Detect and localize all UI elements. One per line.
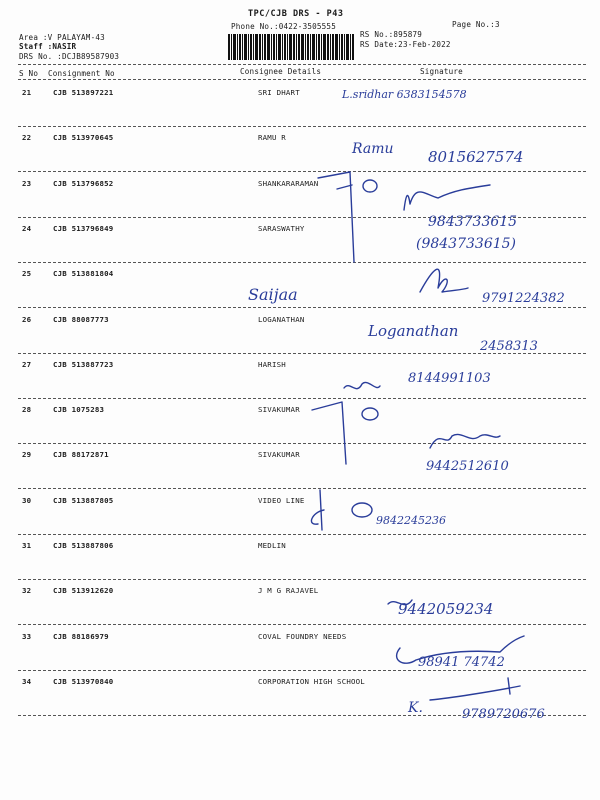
row-divider <box>18 307 586 308</box>
page-number: Page No.:3 <box>452 20 500 29</box>
row-consignment-no: CJB 88186979 <box>53 632 109 641</box>
row-consignment-no: CJB 513887806 <box>53 541 114 550</box>
hand-text-27-phone: 8144991103 <box>408 371 491 386</box>
row-sno: 22 <box>22 133 32 142</box>
row-divider <box>18 534 586 535</box>
row-sno: 32 <box>22 586 32 595</box>
row-sno: 21 <box>22 88 32 97</box>
ink-signature-25 <box>420 269 468 292</box>
drs-number: DRS No. :DCJB89587903 <box>19 52 120 61</box>
row-sno: 26 <box>22 315 32 324</box>
row-sno: 30 <box>22 496 32 505</box>
rs-date: RS Date:23-Feb-2022 <box>360 40 451 49</box>
row-divider <box>18 670 586 671</box>
column-consignee: Consignee Details <box>240 67 322 76</box>
staff-label: Staff : <box>19 42 53 51</box>
row-sno: 25 <box>22 269 32 278</box>
phone-number: Phone No.:0422-3505555 <box>231 22 336 31</box>
row-consignment-no: CJB 513881804 <box>53 269 114 278</box>
column-sno: S No <box>19 69 39 78</box>
row-consignment-no: CJB 513897221 <box>53 88 114 97</box>
rs-number: RS No.:895879 <box>360 30 423 39</box>
row-divider <box>18 624 586 625</box>
row-consignment-no: CJB 513887723 <box>53 360 114 369</box>
hand-text-22-name: Ramu <box>352 141 394 157</box>
row-consignment-no: CJB 513796849 <box>53 224 114 233</box>
ink-signature-34 <box>430 678 520 700</box>
row-divider <box>18 579 586 580</box>
row-consignee: SIVAKUMAR <box>258 450 300 459</box>
row-sno: 33 <box>22 632 32 641</box>
row-sno: 27 <box>22 360 32 369</box>
hand-text-22-phone: 8015627574 <box>428 148 524 166</box>
row-consignee: SRI DHART <box>258 88 300 97</box>
row-sno: 29 <box>22 450 32 459</box>
row-consignment-no: CJB 513887805 <box>53 496 114 505</box>
hand-text-25-phone: 9791224382 <box>482 291 565 306</box>
row-divider <box>18 217 586 218</box>
ink-scribble-32 <box>388 600 412 605</box>
ink-signature-33 <box>397 636 524 663</box>
row-sno: 34 <box>22 677 32 686</box>
row-consignee: SHANKARARAMAN <box>258 179 319 188</box>
document-title: TPC/CJB DRS - P43 <box>248 9 344 19</box>
row-sno: 28 <box>22 405 32 414</box>
row-consignment-no: CJB 513796852 <box>53 179 114 188</box>
hand-text-34-phone: 9789720676 <box>462 707 545 722</box>
row-consignee: RAMU R <box>258 133 286 142</box>
row-divider <box>18 353 586 354</box>
row-consignee: COVAL FOUNDRY NEEDS <box>258 632 347 641</box>
column-signature: Signature <box>420 67 463 76</box>
hand-text-29-phone: 9442512610 <box>426 459 509 474</box>
row-consignee: MEDLIN <box>258 541 286 550</box>
hand-text-24-phone: 9843733615 <box>428 214 518 230</box>
barcode-icon <box>228 34 354 60</box>
ink-scribble-23 <box>363 180 377 192</box>
hand-text-30-phone: 9842245236 <box>376 514 446 527</box>
hand-text-26-phone: 2458313 <box>480 339 538 354</box>
row-consignment-no: CJB 1075283 <box>53 405 105 414</box>
column-consignment: Consignment No <box>48 69 115 78</box>
header-top-divider <box>18 64 586 65</box>
hand-text-21: L.sridhar 6383154578 <box>342 88 467 101</box>
row-consignment-no: CJB 88087773 <box>53 315 109 324</box>
row-consignee: HARISH <box>258 360 286 369</box>
hand-text-33-phone: 98941 74742 <box>418 655 505 670</box>
row-divider <box>18 488 586 489</box>
row-consignment-no: CJB 88172871 <box>53 450 109 459</box>
row-sno: 31 <box>22 541 32 550</box>
staff-name: NASIR <box>52 42 77 51</box>
row-divider <box>18 715 586 716</box>
row-consignee: LOGANATHAN <box>258 315 305 324</box>
row-divider <box>18 398 586 399</box>
row-consignment-no: CJB 513970645 <box>53 133 114 142</box>
hand-text-32-phone: 9442059234 <box>398 600 494 618</box>
ink-signature-23 <box>404 185 490 210</box>
row-consignee: VIDEO LINE <box>258 496 305 505</box>
hand-text-25-name: Saijaa <box>248 285 298 304</box>
row-sno: 24 <box>22 224 32 233</box>
row-divider <box>18 126 586 127</box>
hand-text-26-name: Loganathan <box>368 322 459 340</box>
row-divider <box>18 262 586 263</box>
row-sno: 23 <box>22 179 32 188</box>
row-divider <box>18 443 586 444</box>
staff-field <box>19 42 76 51</box>
row-consignee: SIVAKUMAR <box>258 405 300 414</box>
row-consignee: SARASWATHY <box>258 224 305 233</box>
area-label: Area :V PALAYAM-43 <box>19 33 105 42</box>
hand-text-34-name: K. <box>408 700 423 716</box>
row-consignee: J M G RAJAVEL <box>258 586 319 595</box>
header-bottom-divider <box>18 79 586 80</box>
ink-scribble-30 <box>352 503 372 517</box>
hand-text-24-phone2: (9843733615) <box>416 236 516 252</box>
ink-signature-29 <box>430 434 500 448</box>
ink-bracket-28-29 <box>312 402 346 464</box>
row-consignment-no: CJB 513970840 <box>53 677 114 686</box>
row-divider <box>18 171 586 172</box>
row-consignment-no: CJB 513912620 <box>53 586 114 595</box>
row-consignee: CORPORATION HIGH SCHOOL <box>258 677 365 686</box>
